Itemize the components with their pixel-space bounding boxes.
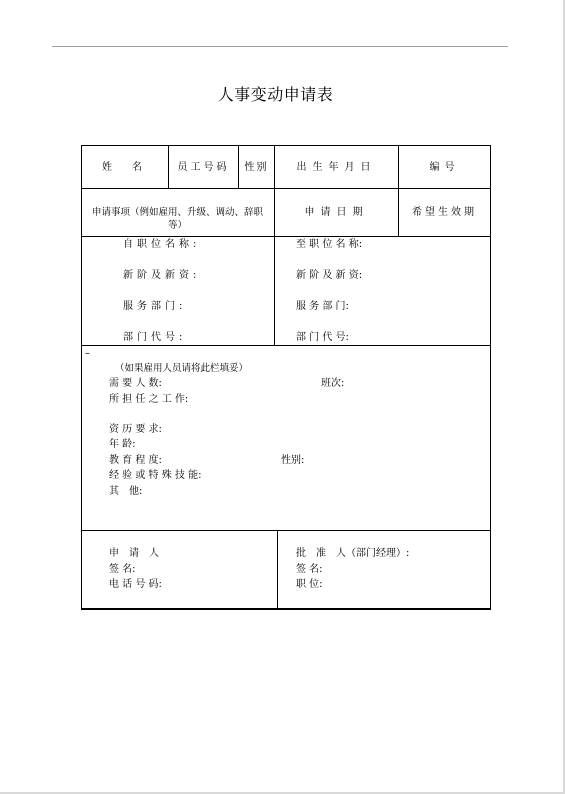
col-divider-r1-c (274, 145, 275, 345)
label-name: 姓 名 (102, 162, 147, 173)
label-applicant: 申 请 人 (109, 548, 159, 559)
header-rule (52, 46, 508, 47)
label-from-new-rank-pay: 新阶及新资: (123, 270, 201, 281)
label-shift: 班次: (321, 378, 345, 389)
form-border-top (81, 145, 491, 146)
hiring-dash: – (85, 348, 90, 359)
col-divider-r1-d (398, 145, 399, 236)
row-divider-4 (81, 530, 491, 531)
page-title: 人事变动申请表 (217, 85, 334, 104)
col-divider-signature (277, 530, 278, 608)
label-request-type: 申请事项（例如雇用、升级、调动、辞职 (91, 207, 263, 218)
label-to-dept-code: 部 门 代 号: (296, 332, 349, 343)
label-application-date: 申请日期 (304, 207, 369, 218)
label-age: 年 龄: (109, 439, 136, 450)
label-approver-position: 职 位: (296, 579, 323, 590)
form-border-bottom (81, 608, 491, 610)
label-effective-date: 希望生效期 (412, 207, 477, 218)
label-experience: 经 验 或 特 殊 技 能: (109, 470, 202, 481)
label-qualification: 资 历 要 求: (109, 424, 162, 435)
label-gender: 性别 (244, 162, 269, 173)
row-divider-1 (81, 188, 491, 189)
label-other: 其 他: (109, 486, 143, 497)
label-to-new-rank-pay: 新 阶 及 新 资: (296, 270, 363, 281)
label-education: 教 育 程 度: (109, 455, 162, 466)
label-from-service-dept: 服务部门: (123, 301, 187, 312)
label-from-dept-code: 部门代号: (123, 332, 187, 343)
label-approver: 批 准 人（部门经理）: (296, 548, 410, 559)
hiring-note: （如果雇用人员请将此栏填妥） (115, 363, 249, 374)
row-divider-3 (81, 345, 491, 346)
label-applicant-phone: 电 话 号 码: (109, 579, 162, 590)
label-from-position: 自职位名称: (123, 239, 201, 250)
personnel-change-form (81, 145, 491, 610)
label-duties: 所 担 任 之 工 作: (109, 394, 189, 405)
label-serial-no: 编号 (429, 162, 460, 173)
row-divider-2 (81, 236, 491, 237)
label-approver-sign: 签 名: (296, 564, 323, 575)
label-employee-id: 员工号码 (177, 162, 230, 173)
label-sex: 性别: (281, 455, 305, 466)
label-to-position: 至 职 位 名 称: (296, 239, 363, 250)
label-applicant-sign: 签 名: (109, 564, 136, 575)
label-headcount: 需 要 人 数: (109, 378, 162, 389)
form-border-right (490, 145, 491, 610)
label-birth-date: 出生年月日 (296, 162, 377, 173)
label-request-type-cont: 等） (167, 220, 187, 231)
label-to-service-dept: 服 务 部 门: (296, 301, 349, 312)
